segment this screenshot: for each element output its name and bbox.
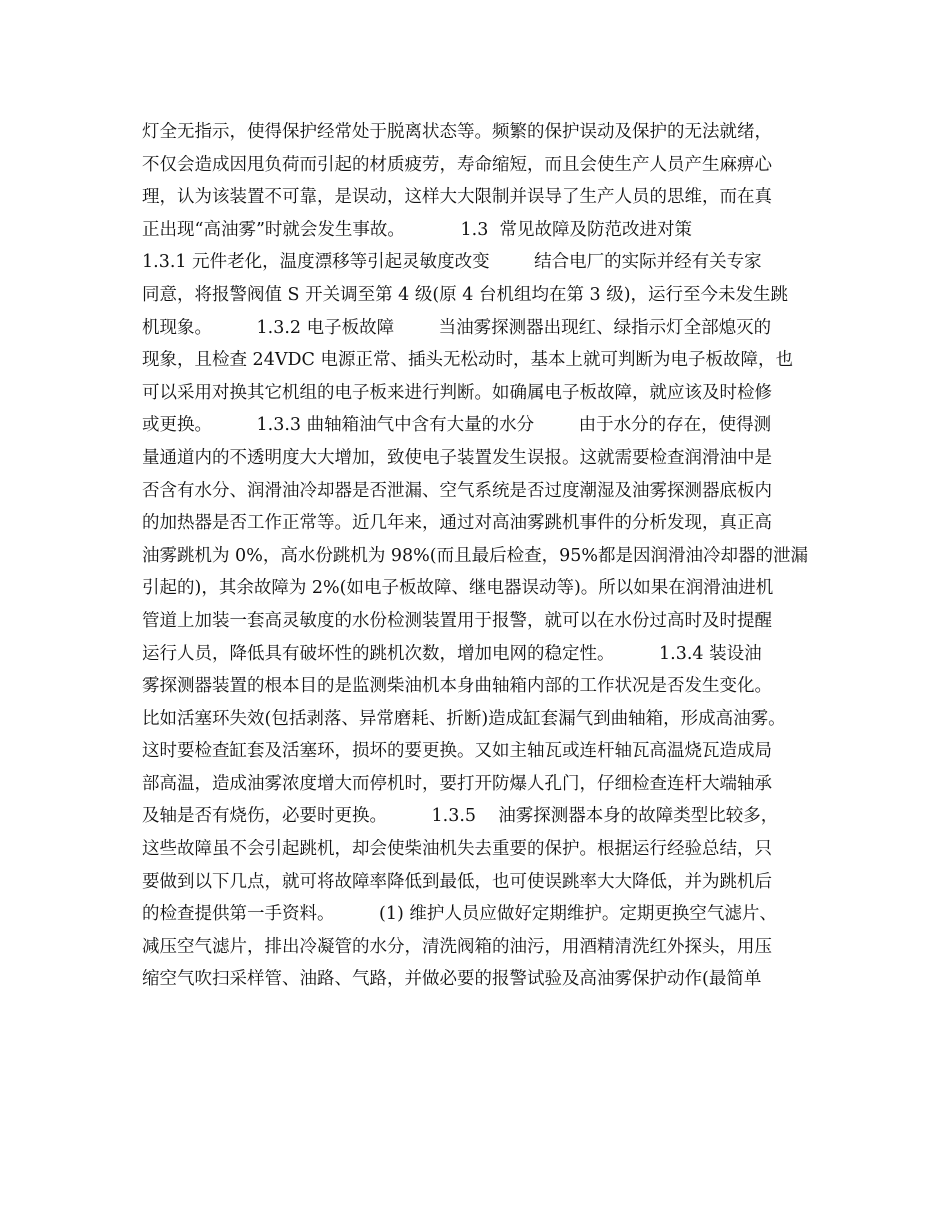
- text-line: 及轴是否有烧伤，必要时更换。 1.3.5 油雾探测器本身的故障类型比较多，: [142, 806, 779, 827]
- text-line: 部高温，造成油雾浓度增大而停机时，要打开防爆人孔门，仔细检查连杆大端轴承: [142, 773, 772, 794]
- text-line: 正出现“高油雾”时就会发生事故。 1.3 常见故障及防范改进对策: [142, 219, 692, 240]
- body-text: [142, 116, 822, 996]
- text-line: 现象，且检查 24VDC 电源正常、插头无松动时，基本上就可判断为电子板故障，也: [142, 350, 793, 371]
- text-line: 管道上加装一套高灵敏度的水份检测装置用于报警，就可以在水份过高时及时提醒: [142, 610, 772, 631]
- text-line: 可以采用对换其它机组的电子板来进行判断。如确属电子板故障，就应该及时检修: [142, 382, 772, 403]
- text-line: 不仅会造成因甩负荷而引起的材质疲劳，寿命缩短，而且会使生产人员产生麻痹心: [142, 154, 772, 175]
- text-line: 否含有水分、润滑油冷却器是否泄漏、空气系统是否过度潮湿及油雾探测器底板内: [142, 480, 772, 501]
- text-line: 雾探测器装置的根本目的是监测柴油机本身曲轴箱内部的工作状况是否发生变化。: [142, 676, 772, 697]
- text-line: 的检查提供第一手资料。 (1) 维护人员应做好定期维护。定期更换空气滤片、: [142, 904, 777, 925]
- text-line: 这些故障虽不会引起跳机，却会使柴油机失去重要的保护。根据运行经验总结，只: [142, 839, 772, 860]
- text-line: 比如活塞环失效(包括剥落、异常磨耗、折断)造成缸套漏气到曲轴箱，形成高油雾。: [142, 708, 786, 729]
- text-line: 引起的)，其余故障为 2%(如电子板故障、继电器误动等)。所以如果在润滑油进机: [142, 578, 774, 599]
- text-line: 要做到以下几点，就可将故障率降低到最低，也可使误跳率大大降低，并为跳机后: [142, 871, 772, 892]
- text-line: 缩空气吹扫采样管、油路、气路，并做必要的报警试验及高油雾保护动作(最简单: [142, 969, 762, 990]
- text-line: 这时要检查缸套及活塞环，损坏的要更换。又如主轴瓦或连杆轴瓦高温烧瓦造成局: [142, 741, 772, 762]
- text-line: 同意，将报警阀值 S 开关调至第 4 级(原 4 台机组均在第 3 级)，运行至今未发生跳: [142, 284, 789, 305]
- text-line: 机现象。 1.3.2 电子板故障 当油雾探测器出现红、绿指示灯全部熄灭的: [142, 317, 772, 338]
- text-line: 量通道内的不透明度大大增加，致使电子装置发生误报。这就需要检查润滑油中是: [142, 447, 772, 468]
- text-line: 油雾跳机为 0%，高水份跳机为 98%(而且最后检查，95%都是因润滑油冷却器的泄漏: [142, 545, 809, 566]
- text-line: 减压空气滤片，排出冷凝管的水分，清洗阀箱的油污，用酒精清洗红外探头，用压: [142, 936, 772, 957]
- text-line: 理，认为该装置不可靠，是误动，这样大大限制并误导了生产人员的思维，而在真: [142, 187, 772, 208]
- text-line: 1.3.1 元件老化，温度漂移等引起灵敏度改变 结合电厂的实际并经有关专家: [142, 252, 762, 273]
- text-line: 或更换。 1.3.3 曲轴箱油气中含有大量的水分 由于水分的存在，使得测: [142, 415, 772, 436]
- text-line: 灯全无指示，使得保护经常处于脱离状态等。频繁的保护误动及保护的无法就绪，: [142, 122, 772, 142]
- text-line: 的加热器是否工作正常等。近几年来，通过对高油雾跳机事件的分析发现，真正高: [142, 513, 772, 534]
- text-line: 运行人员，降低具有破坏性的跳机次数，增加电网的稳定性。 1.3.4 装设油: [142, 643, 762, 664]
